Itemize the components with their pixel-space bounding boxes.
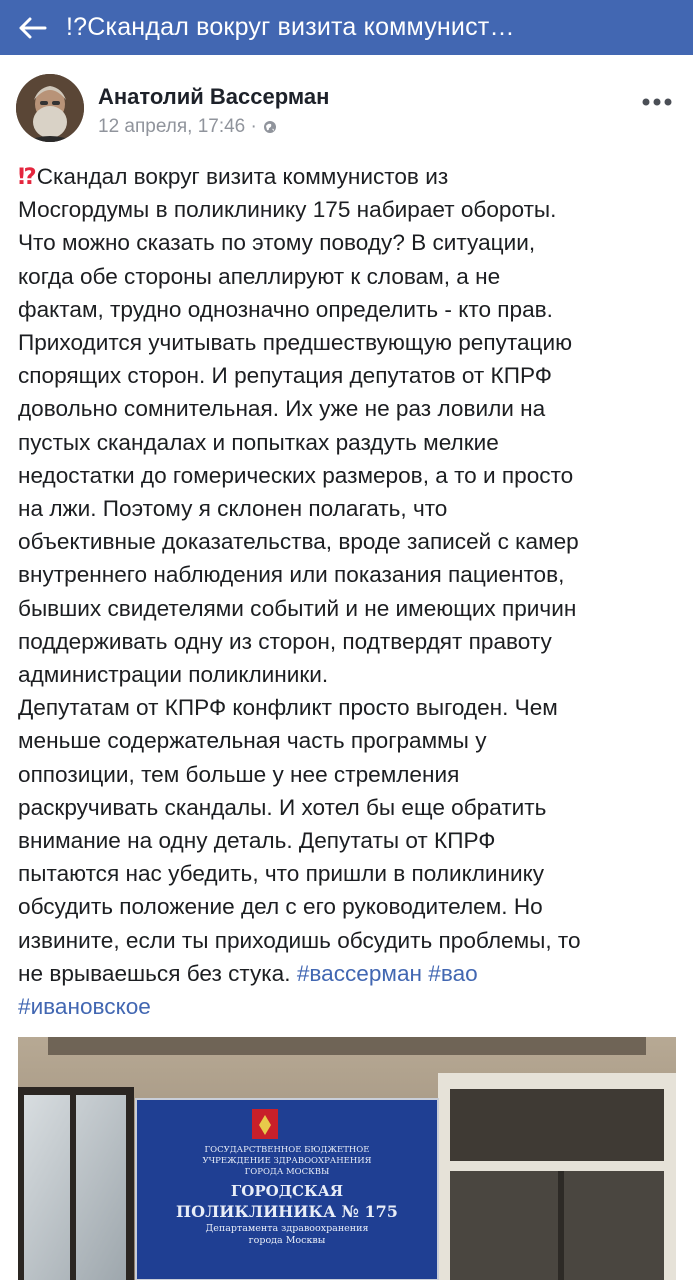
sign-line: Департамента здравоохранения [205,1223,369,1234]
author-name[interactable]: Анатолий Вассерман [98,84,330,109]
post-paragraph-1: Скандал вокруг визита коммунистов из Мосгордумы в поликлинику 175 набирает обороты. Что можно сказать по этому поводу? В ситуации, когда обе стороны апеллируют к словам, а не фактам, трудно однозначно определить - кто прав. Приходится учитывать предшествующую репутацию спорящих сторон. И репутация депутатов от КПРФ довольно сомнительная. Их уже не раз ловили на пустых скандалах и попытках раздуть мелкие недостатки до гомерических размеров, а то и просто на лжи. Поэтому я склонен полагать, что объективные доказательства, вроде записей с камер внутреннего наблюдения или показания пациентов, бывших свидетелями событий и не имеющих причин поддерживать одну из сторон, подтвердят правоту администрации поликлиники. [18,164,579,688]
post-photo[interactable] [18,1037,676,1280]
hashtag-link[interactable]: #вассерман [296,960,422,986]
hashtag-link[interactable]: #вао [428,960,478,986]
sign-line: города Москвы [248,1235,326,1246]
more-options-button[interactable] [639,90,675,114]
hashtag-link[interactable]: #ивановское [18,994,151,1020]
sign-line: ГОСУДАРСТВЕННОЕ БЮДЖЕТНОЕ [204,1145,370,1155]
sign-line: ГОРОДА МОСКВЫ [244,1167,330,1177]
globe-icon [263,120,277,134]
sign-line: ПОЛИКЛИНИКА № 175 [176,1202,398,1221]
warning-icon: ⁉ [18,164,37,189]
post-meta [98,116,277,138]
sign-line: УЧРЕЖДЕНИЕ ЗДРАВООХРАНЕНИЯ [202,1156,372,1166]
page-title: !?Скандал вокруг визита коммунист… [66,13,515,41]
post-paragraph-2: Депутатам от КПРФ конфликт просто выгоден. Чем меньше содержательная часть программы у оппозиции, тем больше у нее стремления раскручивать скандалы. И хотел бы еще обратить внимание на одну деталь. Депутаты от КПРФ пытаются нас убедить, что пришли в поликлинику обсудить положение дел с его руководителем. Но извините, если ты приходишь обсудить проблемы, то не врываешься без стука. [18,695,581,986]
post-text [18,160,680,1023]
avatar[interactable] [16,74,84,142]
sign-line: ГОРОДСКАЯ [230,1182,344,1200]
back-button[interactable] [0,0,66,55]
avatar-image [16,74,84,142]
more-horizontal-icon [642,98,672,106]
arrow-left-icon [19,17,47,39]
top-app-bar [0,0,693,55]
post-date[interactable]: 12 апреля, 17:46 · [98,116,257,137]
post-header [0,60,693,150]
clinic-sign [136,1145,438,1247]
